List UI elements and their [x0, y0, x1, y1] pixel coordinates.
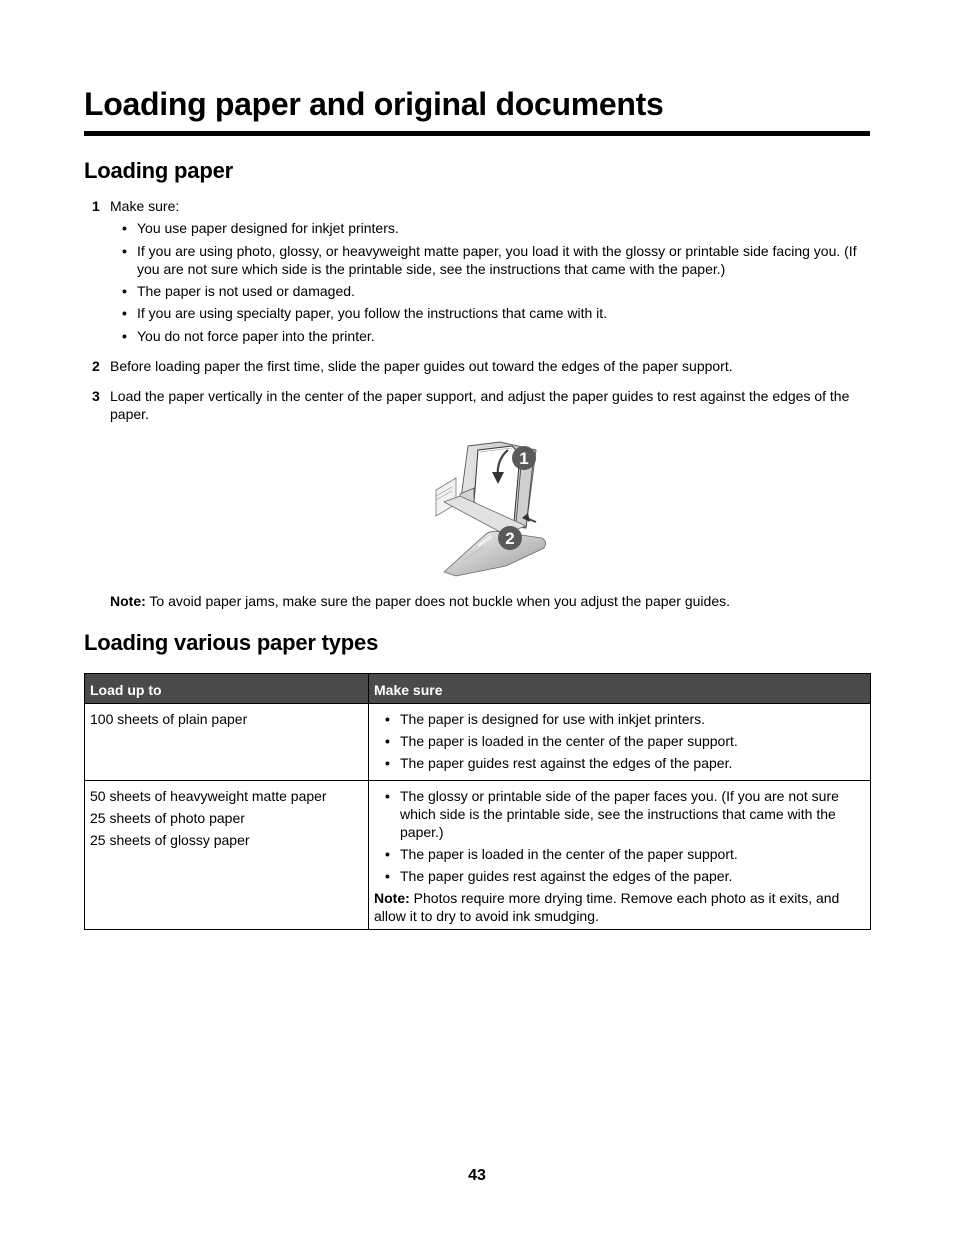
page-title: Loading paper and original documents [84, 86, 664, 122]
table-header-row [85, 674, 871, 704]
load-item: 50 sheets of heavyweight matte paper [90, 788, 327, 804]
list-item: • The paper is loaded in the center of the paper support. [400, 845, 865, 863]
table-row [85, 704, 871, 781]
note-text: Photos require more drying time. Remove each photo as it exits, and allow it to dry to avoid ink smudging. [374, 890, 840, 924]
list-item-text: You use paper designed for inkjet printers. [137, 220, 399, 236]
list-item-text: You do not force paper into the printer. [137, 328, 375, 344]
list-item: • The paper is designed for use with inkjet printers. [400, 710, 865, 728]
list-item: • The paper guides rest against the edges of the paper. [400, 754, 865, 772]
paper-types-table [84, 673, 871, 930]
list-item-text: If you are using specialty paper, you follow the instructions that came with it. [137, 305, 608, 321]
bullet-icon: • [122, 305, 127, 321]
section-heading-various-paper-types: Loading various paper types [84, 630, 379, 655]
paper-loading-illustration [434, 438, 552, 578]
table-note [374, 889, 865, 925]
list-item-text: The paper is not used or damaged. [137, 283, 355, 299]
list-item [122, 327, 872, 345]
page-number: 43 [468, 1167, 486, 1184]
make-sure-cell [369, 781, 871, 930]
callout-1: 1 [519, 449, 529, 468]
load-cell [85, 704, 369, 781]
load-item: 100 sheets of plain paper [90, 711, 248, 727]
make-sure-cell [369, 704, 871, 781]
note-label: Note: [374, 890, 410, 906]
list-item [122, 304, 872, 322]
list-item: • The glossy or printable side of the paper faces you. (If you are not sure which side is the printable side, see the instructions that came with the paper.) [400, 787, 865, 841]
list-item: • The paper is loaded in the center of the paper support. [400, 732, 865, 750]
section-heading-loading-paper: Loading paper [84, 158, 233, 183]
column-header-make-sure: Make sure [369, 674, 871, 704]
step-text: Before loading paper the first time, slide the paper guides out toward the edges of the paper support. [110, 358, 733, 374]
bullet-icon: • [122, 243, 127, 259]
step-text: Load the paper vertically in the center of the paper support, and adjust the paper guides to rest against the edges of the paper. [110, 388, 850, 422]
note [110, 592, 870, 610]
step-number: 2 [92, 358, 100, 374]
column-header-load-up-to: Load up to [85, 674, 369, 704]
title-rule [84, 131, 870, 136]
step-text: Make sure: [110, 198, 180, 214]
step-number: 1 [92, 198, 100, 214]
load-item: 25 sheets of glossy paper [90, 832, 250, 848]
note-text: To avoid paper jams, make sure the paper does not buckle when you adjust the paper guides. [145, 593, 731, 609]
list-item-text: If you are using photo, glossy, or heavyweight matte paper, you load it with the glossy or printable side facing you. (If you are not sure which side is the printable side, see the instructions that came with the paper.) [137, 243, 857, 277]
bullet-icon: • [122, 328, 127, 344]
load-item: 25 sheets of photo paper [90, 810, 245, 826]
note-label: Note: [110, 593, 146, 609]
callout-2: 2 [505, 529, 515, 548]
list-item [122, 242, 872, 278]
list-item [122, 219, 872, 237]
list-item [122, 282, 872, 300]
step-number: 3 [92, 388, 100, 404]
load-cell [85, 781, 369, 930]
list-item: • The paper guides rest against the edges of the paper. [400, 867, 865, 885]
bullet-icon: • [122, 283, 127, 299]
table-row [85, 781, 871, 930]
bullet-icon: • [122, 220, 127, 236]
